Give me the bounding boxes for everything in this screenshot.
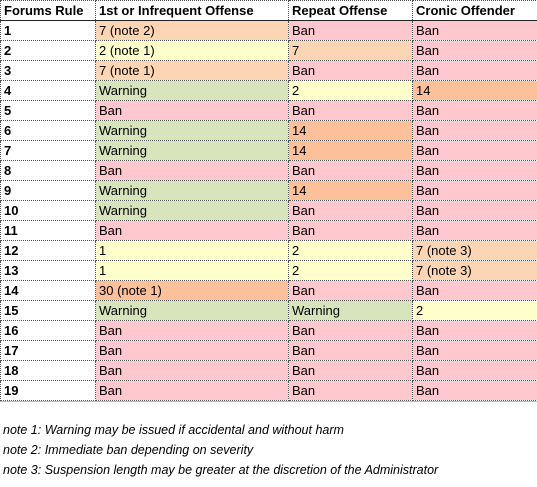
rule-number-cell: 3 xyxy=(1,61,96,81)
repeat-offense-cell: Warning xyxy=(289,301,413,321)
first-offense-cell: Warning xyxy=(96,201,289,221)
table-row xyxy=(1,121,537,141)
repeat-offense-cell: 14 xyxy=(289,181,413,201)
cronic-offender-cell: Ban xyxy=(413,341,537,361)
repeat-offense-cell: Ban xyxy=(289,341,413,361)
note-1: note 1: Warning may be issued if accidental and without harm xyxy=(3,423,344,437)
cronic-offender-cell: 7 (note 3) xyxy=(413,241,537,261)
first-offense-cell: Warning xyxy=(96,121,289,141)
table-row xyxy=(1,241,537,261)
rule-number-cell: 14 xyxy=(1,281,96,301)
note-3: note 3: Suspension length may be greater at the discretion of the Administrator xyxy=(3,463,439,477)
first-offense-cell: Ban xyxy=(96,161,289,181)
cronic-offender-cell: Ban xyxy=(413,41,537,61)
first-offense-cell: Ban xyxy=(96,381,289,401)
first-offense-cell: 2 (note 1) xyxy=(96,41,289,61)
cronic-offender-cell: Ban xyxy=(413,361,537,381)
repeat-offense-cell: 14 xyxy=(289,121,413,141)
repeat-offense-cell: Ban xyxy=(289,21,413,41)
first-offense-cell: Ban xyxy=(96,361,289,381)
rule-number-cell: 6 xyxy=(1,121,96,141)
rule-number-cell: 11 xyxy=(1,221,96,241)
table-row xyxy=(1,41,537,61)
table-row xyxy=(1,141,537,161)
table-row xyxy=(1,301,537,321)
rule-number-cell: 19 xyxy=(1,381,96,401)
repeat-offense-cell: 14 xyxy=(289,141,413,161)
cronic-offender-cell: Ban xyxy=(413,181,537,201)
rule-number-cell: 10 xyxy=(1,201,96,221)
first-offense-cell: Warning xyxy=(96,81,289,101)
repeat-offense-cell: Ban xyxy=(289,221,413,241)
first-offense-cell: Warning xyxy=(96,181,289,201)
repeat-offense-cell: Ban xyxy=(289,361,413,381)
repeat-offense-cell: Ban xyxy=(289,381,413,401)
rule-number-cell: 4 xyxy=(1,81,96,101)
first-offense-cell: Ban xyxy=(96,341,289,361)
rule-number-cell: 2 xyxy=(1,41,96,61)
rule-number-cell: 13 xyxy=(1,261,96,281)
cronic-offender-cell: Ban xyxy=(413,381,537,401)
cronic-offender-cell: Ban xyxy=(413,141,537,161)
table-row xyxy=(1,21,537,41)
table-row xyxy=(1,181,537,201)
cronic-offender-cell: Ban xyxy=(413,321,537,341)
cronic-offender-cell: 7 (note 3) xyxy=(413,261,537,281)
header-first-offense: 1st or Infrequent Offense xyxy=(96,1,289,21)
repeat-offense-cell: 2 xyxy=(289,241,413,261)
repeat-offense-cell: 2 xyxy=(289,261,413,281)
rule-number-cell: 12 xyxy=(1,241,96,261)
cronic-offender-cell: Ban xyxy=(413,221,537,241)
header-forums-rule: Forums Rule xyxy=(1,1,96,21)
table-row xyxy=(1,161,537,181)
cronic-offender-cell: Ban xyxy=(413,201,537,221)
rule-number-cell: 17 xyxy=(1,341,96,361)
table-row xyxy=(1,261,537,281)
first-offense-cell: 7 (note 1) xyxy=(96,61,289,81)
rule-number-cell: 9 xyxy=(1,181,96,201)
cronic-offender-cell: Ban xyxy=(413,281,537,301)
first-offense-cell: 1 xyxy=(96,241,289,261)
header-cronic-offender: Cronic Offender xyxy=(413,1,537,21)
rule-number-cell: 16 xyxy=(1,321,96,341)
table-row xyxy=(1,321,537,341)
cronic-offender-cell: 14 xyxy=(413,81,537,101)
first-offense-cell: Ban xyxy=(96,221,289,241)
rule-number-cell: 5 xyxy=(1,101,96,121)
table-row xyxy=(1,81,537,101)
first-offense-cell: 1 xyxy=(96,261,289,281)
rule-number-cell: 7 xyxy=(1,141,96,161)
cronic-offender-cell: 2 xyxy=(413,301,537,321)
cronic-offender-cell: Ban xyxy=(413,21,537,41)
repeat-offense-cell: Ban xyxy=(289,61,413,81)
note-2: note 2: Immediate ban depending on severity xyxy=(3,443,254,457)
header-row xyxy=(1,1,537,21)
table-row xyxy=(1,341,537,361)
repeat-offense-cell: Ban xyxy=(289,321,413,341)
rule-number-cell: 18 xyxy=(1,361,96,381)
first-offense-cell: Warning xyxy=(96,301,289,321)
notes-section xyxy=(0,401,537,480)
table-row xyxy=(1,201,537,221)
table-row xyxy=(1,221,537,241)
header-repeat-offense: Repeat Offense xyxy=(289,1,413,21)
first-offense-cell: Ban xyxy=(96,321,289,341)
rule-number-cell: 15 xyxy=(1,301,96,321)
cronic-offender-cell: Ban xyxy=(413,121,537,141)
repeat-offense-cell: Ban xyxy=(289,101,413,121)
first-offense-cell: Warning xyxy=(96,141,289,161)
cronic-offender-cell: Ban xyxy=(413,161,537,181)
cronic-offender-cell: Ban xyxy=(413,101,537,121)
table-row xyxy=(1,381,537,401)
cronic-offender-cell: Ban xyxy=(413,61,537,81)
repeat-offense-cell: 7 xyxy=(289,41,413,61)
table-row xyxy=(1,361,537,381)
first-offense-cell: 30 (note 1) xyxy=(96,281,289,301)
table-row xyxy=(1,61,537,81)
repeat-offense-cell: Ban xyxy=(289,201,413,221)
repeat-offense-cell: Ban xyxy=(289,161,413,181)
rule-number-cell: 8 xyxy=(1,161,96,181)
table-row xyxy=(1,281,537,301)
table-row xyxy=(1,101,537,121)
first-offense-cell: 7 (note 2) xyxy=(96,21,289,41)
repeat-offense-cell: Ban xyxy=(289,281,413,301)
repeat-offense-cell: 2 xyxy=(289,81,413,101)
first-offense-cell: Ban xyxy=(96,101,289,121)
rule-number-cell: 1 xyxy=(1,21,96,41)
